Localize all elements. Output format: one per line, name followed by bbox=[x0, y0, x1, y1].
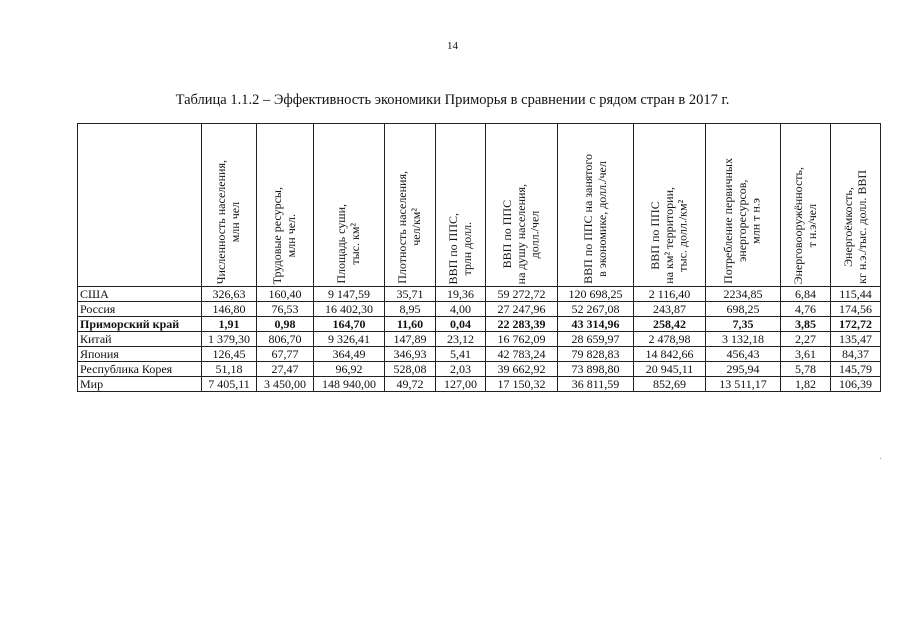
table-row bbox=[78, 317, 881, 332]
table-cell: 52 267,08 bbox=[558, 302, 634, 317]
header-label: Численность населения, млн чел bbox=[214, 159, 242, 284]
table-cell: 2,03 bbox=[436, 362, 486, 377]
row-label: Япония bbox=[78, 347, 202, 362]
table-row bbox=[78, 362, 881, 377]
header-label: Трудовые ресурсы, млн чел. bbox=[270, 186, 298, 284]
table-cell: 7 405,11 bbox=[202, 377, 257, 392]
table-cell: 8,95 bbox=[385, 302, 436, 317]
table-cell: 14 842,66 bbox=[634, 347, 706, 362]
table-cell: 22 283,39 bbox=[486, 317, 558, 332]
table-cell: 5,41 bbox=[436, 347, 486, 362]
row-label: Приморский край bbox=[78, 317, 202, 332]
table-cell: 160,40 bbox=[257, 287, 314, 302]
table-cell: 172,72 bbox=[831, 317, 881, 332]
table-cell: 3,61 bbox=[781, 347, 831, 362]
header-label: Энергоёмкость, кг н.э./тыс. долл. ВВП bbox=[840, 170, 869, 284]
table-cell: 243,87 bbox=[634, 302, 706, 317]
table-cell: 3,85 bbox=[781, 317, 831, 332]
header-cell bbox=[486, 124, 558, 287]
table-cell: 3 450,00 bbox=[257, 377, 314, 392]
header-label: Плотность населения, чел/км² bbox=[395, 171, 423, 284]
table-cell: 698,25 bbox=[706, 302, 781, 317]
table-cell: 1,91 bbox=[202, 317, 257, 332]
table-cell: 16 402,30 bbox=[314, 302, 385, 317]
table-cell: 5,78 bbox=[781, 362, 831, 377]
header-cell bbox=[831, 124, 881, 287]
table-cell: 852,69 bbox=[634, 377, 706, 392]
table-cell: 23,12 bbox=[436, 332, 486, 347]
economy-comparison-table bbox=[77, 123, 881, 392]
header-cell bbox=[202, 124, 257, 287]
table-cell: 2 478,98 bbox=[634, 332, 706, 347]
table-cell: 3 132,18 bbox=[706, 332, 781, 347]
table-cell: 28 659,97 bbox=[558, 332, 634, 347]
scan-speck bbox=[880, 458, 881, 459]
row-label: Китай bbox=[78, 332, 202, 347]
header-row bbox=[78, 124, 881, 287]
page-number: 14 bbox=[447, 40, 458, 52]
table-cell: 9 147,59 bbox=[314, 287, 385, 302]
table-cell: 96,92 bbox=[314, 362, 385, 377]
table-cell: 2 116,40 bbox=[634, 287, 706, 302]
header-label: Потребление первичных энергоресурсов, млн т н.э bbox=[721, 158, 763, 284]
table-cell: 16 762,09 bbox=[486, 332, 558, 347]
table-row bbox=[78, 287, 881, 302]
table-cell: 20 945,11 bbox=[634, 362, 706, 377]
table-cell: 7,35 bbox=[706, 317, 781, 332]
header-cell bbox=[257, 124, 314, 287]
table-cell: 258,42 bbox=[634, 317, 706, 332]
table-cell: 19,36 bbox=[436, 287, 486, 302]
table-cell: 27 247,96 bbox=[486, 302, 558, 317]
row-label: Мир bbox=[78, 377, 202, 392]
header-cell bbox=[436, 124, 486, 287]
table-cell: 326,63 bbox=[202, 287, 257, 302]
header-label: ВВП по ППС на занятого в экономике, долл./чел bbox=[580, 154, 609, 284]
table-cell: 49,72 bbox=[385, 377, 436, 392]
table-cell: 39 662,92 bbox=[486, 362, 558, 377]
table-cell: 79 828,83 bbox=[558, 347, 634, 362]
header-cell bbox=[781, 124, 831, 287]
table-cell: 42 783,24 bbox=[486, 347, 558, 362]
header-cell bbox=[385, 124, 436, 287]
header-cell bbox=[634, 124, 706, 287]
table-cell: 76,53 bbox=[257, 302, 314, 317]
table-cell: 127,00 bbox=[436, 377, 486, 392]
row-label: Республика Корея bbox=[78, 362, 202, 377]
table-row bbox=[78, 347, 881, 362]
header-label: Площадь суши, тыс. км² bbox=[334, 204, 362, 284]
table-row bbox=[78, 377, 881, 392]
header-empty-cell bbox=[78, 124, 202, 287]
table-cell: 67,77 bbox=[257, 347, 314, 362]
table-row bbox=[78, 332, 881, 347]
table-body bbox=[78, 287, 881, 392]
table-cell: 120 698,25 bbox=[558, 287, 634, 302]
table-cell: 11,60 bbox=[385, 317, 436, 332]
table-cell: 35,71 bbox=[385, 287, 436, 302]
table-caption: Таблица 1.1.2 – Эффективность экономики Приморья в сравнении с рядом стран в 2017 г. bbox=[175, 92, 730, 108]
table-cell: 17 150,32 bbox=[486, 377, 558, 392]
table-cell: 73 898,80 bbox=[558, 362, 634, 377]
table-cell: 0,04 bbox=[436, 317, 486, 332]
table-cell: 59 272,72 bbox=[486, 287, 558, 302]
table-cell: 146,80 bbox=[202, 302, 257, 317]
header-label: Энерговооружённость, т н.э/чел bbox=[790, 166, 819, 284]
table-cell: 84,37 bbox=[831, 347, 881, 362]
table-cell: 106,39 bbox=[831, 377, 881, 392]
table-cell: 456,43 bbox=[706, 347, 781, 362]
table-cell: 806,70 bbox=[257, 332, 314, 347]
table-cell: 51,18 bbox=[202, 362, 257, 377]
table-cell: 174,56 bbox=[831, 302, 881, 317]
table-cell: 36 811,59 bbox=[558, 377, 634, 392]
table-cell: 1 379,30 bbox=[202, 332, 257, 347]
header-cell bbox=[706, 124, 781, 287]
header-label: ВВП по ППС на км² территории, тыс. долл./км² bbox=[647, 187, 690, 284]
row-label: Россия bbox=[78, 302, 202, 317]
table-cell: 0,98 bbox=[257, 317, 314, 332]
table-row bbox=[78, 302, 881, 317]
table-cell: 2,27 bbox=[781, 332, 831, 347]
row-label: США bbox=[78, 287, 202, 302]
table-cell: 9 326,41 bbox=[314, 332, 385, 347]
table-cell: 295,94 bbox=[706, 362, 781, 377]
table-cell: 4,00 bbox=[436, 302, 486, 317]
table-cell: 27,47 bbox=[257, 362, 314, 377]
table-cell: 6,84 bbox=[781, 287, 831, 302]
table-cell: 1,82 bbox=[781, 377, 831, 392]
table-cell: 364,49 bbox=[314, 347, 385, 362]
header-label: ВВП по ППС на душу населения, долл./чел bbox=[499, 183, 542, 284]
header-cell bbox=[314, 124, 385, 287]
table-cell: 2234,85 bbox=[706, 287, 781, 302]
header-label: ВВП по ППС, трлн долл. bbox=[445, 212, 474, 284]
header-cell bbox=[558, 124, 634, 287]
table-cell: 115,44 bbox=[831, 287, 881, 302]
table-cell: 126,45 bbox=[202, 347, 257, 362]
table-cell: 145,79 bbox=[831, 362, 881, 377]
table-cell: 528,08 bbox=[385, 362, 436, 377]
table-cell: 4,76 bbox=[781, 302, 831, 317]
table-cell: 148 940,00 bbox=[314, 377, 385, 392]
table-cell: 43 314,96 bbox=[558, 317, 634, 332]
table-cell: 346,93 bbox=[385, 347, 436, 362]
table-cell: 147,89 bbox=[385, 332, 436, 347]
table-cell: 164,70 bbox=[314, 317, 385, 332]
table-cell: 135,47 bbox=[831, 332, 881, 347]
table-cell: 13 511,17 bbox=[706, 377, 781, 392]
